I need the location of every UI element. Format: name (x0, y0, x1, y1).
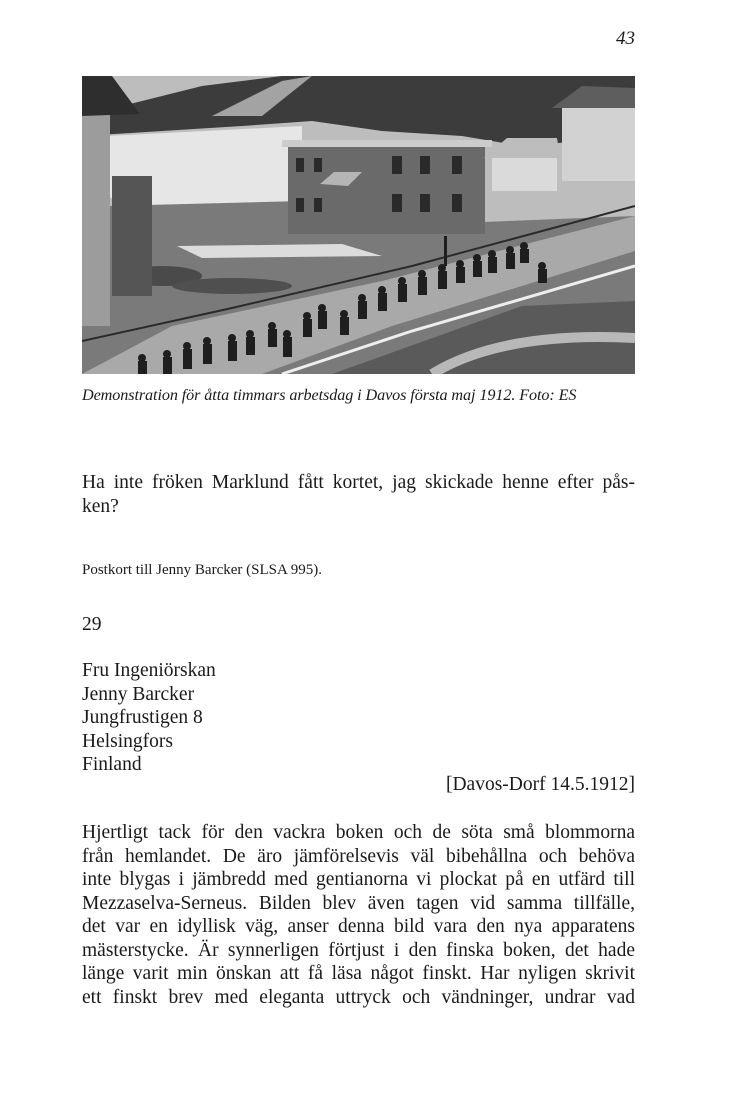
letter-number: 29 (82, 614, 102, 635)
letter-line: Mezzaselva-Serneus. Bilden blev även tagen vid samma tillfälle, (82, 892, 635, 914)
letter-line: ett finskt brev med eleganta uttryck och vändninger, undrar vad (82, 986, 635, 1008)
photo-lawn (172, 278, 292, 294)
paragraph-postcard (82, 471, 635, 518)
letter-body (82, 821, 635, 1009)
page-number: 43 (616, 28, 635, 49)
address-line: Finland (82, 754, 142, 775)
letter-line: Hjertligt tack för den vackra boken och de söta små blommorna (82, 822, 635, 843)
letter-line: inte blygas i jämbredd med gentianorna vi plockat på en utfärd till (82, 869, 635, 890)
address-line: Jenny Barcker (82, 683, 195, 705)
address-line: Fru Ingeniörskan (82, 660, 216, 681)
address-line: Jungfrustigen 8 (82, 707, 203, 728)
address-line: Helsingfors (82, 730, 173, 752)
photo-flag (444, 236, 447, 266)
source-note: Postkort till Jenny Barcker (SLSA 995). (82, 562, 322, 578)
letter-line: länge varit min önskan att få läsa något finskt. Har nyligen skrivit (82, 963, 635, 984)
photo-house-right (562, 106, 635, 181)
paragraph-line: Ha inte fröken Marklund fått kortet, jag skickade henne efter pås- (82, 472, 635, 493)
dateline: [Davos-Dorf 14.5.1912] (445, 774, 635, 795)
photo-veranda (112, 176, 152, 296)
photo-house-roof (282, 140, 492, 147)
photo-drawing (82, 76, 635, 374)
paragraph-line: ken? (82, 495, 119, 517)
letter-line: det var en idyllisk väg, anser denna bild vara den nya apparatens (82, 916, 635, 937)
photograph-demonstration-davos (82, 76, 635, 374)
address-block (82, 659, 216, 777)
figure-caption: Demonstration för åtta timmars arbetsdag i Davos första maj 1912. Foto: ES (82, 386, 577, 404)
letter-line: från hemlandet. De äro jämförelsevis väl bibehållna och behöva (82, 845, 635, 867)
photo-house-small (492, 156, 557, 191)
letter-line: mästerstycke. Är synnerligen förtjust i den finska boken, det hade (82, 939, 635, 961)
